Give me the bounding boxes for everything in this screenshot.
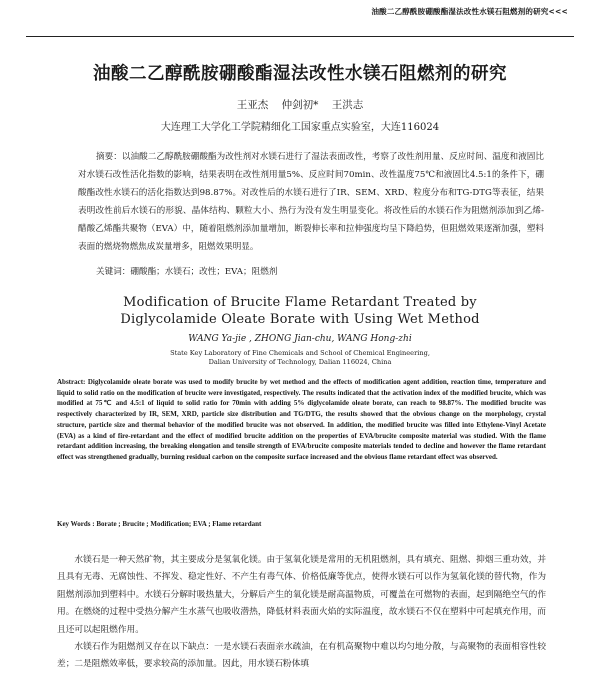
english-affiliation-line-2: Dalian University of Technology, Dalian 116024, China [208,358,392,366]
english-title-line-1: Modification of Brucite Flame Retardant Treated by [123,295,477,310]
english-abstract-text: Diglycolamide oleate borate was used to modify brucite by wet method and the effects of modification agent addition, reaction time, temperature and liquid to solid ratio on the modification of brucite were investigated, respectively. The results indicated that the activation index of the modified brucite, which was modified at 75℃ and 4.5:1 of liquid to solid ratio for 70min with adding 5% diglycolamide oleate borate, can reach to 98.87%. The modified brucite was respectively characterized by IR, SEM, XRD, particle size distribution and TG/DTG, the results showed that the obvious change on the morphology, crystal structure, particle size and thermal behavior of the modified brucite was not observed. In addition, the modified brucite was filled into Ethylene-Vinyl Acetate (EVA) as a kind of fire-retardant and the effect of modified brucite addition on the properties of EVA/brucite composite material was studied. With the flame retardant addition increasing, the breaking elongation and tensile strength of EVA/brucite composite materials tended to decline and however the flame retardant effect was strengthened gradually, burning residual carbon on the composite surface increased and the obvious flame retardant effect was observed. [57,378,547,461]
chinese-abstract-label: 摘要： [96,152,122,162]
chinese-affiliation: 大连理工大学化工学院精细化工国家重点实验室，大连116024 [160,122,440,133]
chinese-authors: 王亚杰 仲剑初* 王洪志 [236,99,364,111]
body-text [57,552,546,674]
english-title [0,294,600,328]
english-abstract-label: Abstract: [57,378,86,386]
header-rule [26,36,574,37]
body-paragraph-1: 水镁石是一种天然矿物，其主要成分是氢氧化镁。由于氢氧化镁是常用的无机阻燃剂，具有填充、阻燃、抑烟三重功效，并且具有无毒、无腐蚀性、不挥发、稳定性好、不产生有毒气体、价格低廉等优点，使得水镁石可以作为氢氧化镁的替代物，作为阻燃剂添加到塑料中。水镁石分解时吸热量大，分解后产生的氧化镁是耐高温物质，可覆盖在可燃物的表面，起到隔绝空气的作用。在燃烧的过程中受热分解产生水蒸气也吸收潜热，降低材料表面火焰的实际温度，故水镁石不仅在塑料中可起填充作用，而且还可以起阻燃作用。 [57,555,546,635]
chinese-abstract-text: 以油酸二乙醇酰胺硼酸酯为改性剂对水镁石进行了湿法表面改性，考察了改性剂用量、反应时间、温度和液固比对水镁石改性活化指数的影响，结果表明在改性剂用量5%、反应时间70min、改性温度75℃和液固比4.5:1的条件下，硼酸酯改性水镁石的活化指数达到98.87%。对改性后的水镁石进行了IR、SEM、XRD、粒度分布和TG-DTG等表征，结果表明改性前后水镁石的形貌、晶体结构、颗粒大小、热行为没有发生明显变化。将改性后的水镁石作为阻燃剂添加到乙烯-醋酸乙烯酯共聚物（EVA）中，随着阻燃剂添加量增加，断裂伸长率和拉伸强度均呈下降趋势，但阻燃效果逐渐加强，塑料表面的燃烧物燃焦成炭量增多，阻燃效果明显。 [78,152,544,252]
chinese-keywords: 关键词：硼酸酯；水镁石；改性；EVA；阻燃剂 [96,267,278,277]
english-affiliation-line-1: State Key Laboratory of Fine Chemicals and School of Chemical Engineering, [170,349,430,357]
english-authors: WANG Ya-jie , ZHONG Jian-chu, WANG Hong-zhi [188,334,412,344]
body-paragraph-2: 水镁石作为阻燃剂又存在以下缺点：一是水镁石表面亲水疏油，在有机高聚物中难以均匀地分散，与高聚物的表面相容性较差；二是阻燃效率低，要求较高的添加量。因此，用水镁石粉体填 [57,642,546,670]
english-title-line-2: Diglycolamide Oleate Borate with Using Wet Method [120,312,480,327]
chinese-title: 油酸二乙醇酰胺硼酸酯湿法改性水镁石阻燃剂的研究 [93,64,507,84]
chinese-abstract [78,148,544,256]
english-keywords: Key Words : Borate ; Brucite ; Modification; EVA ; Flame retardant [57,520,262,528]
english-affiliation [0,349,600,367]
english-abstract [57,377,546,463]
running-head: 油酸二乙醇酰胺硼酸酯湿法改性水镁石阻燃剂的研究<<< [371,7,568,16]
